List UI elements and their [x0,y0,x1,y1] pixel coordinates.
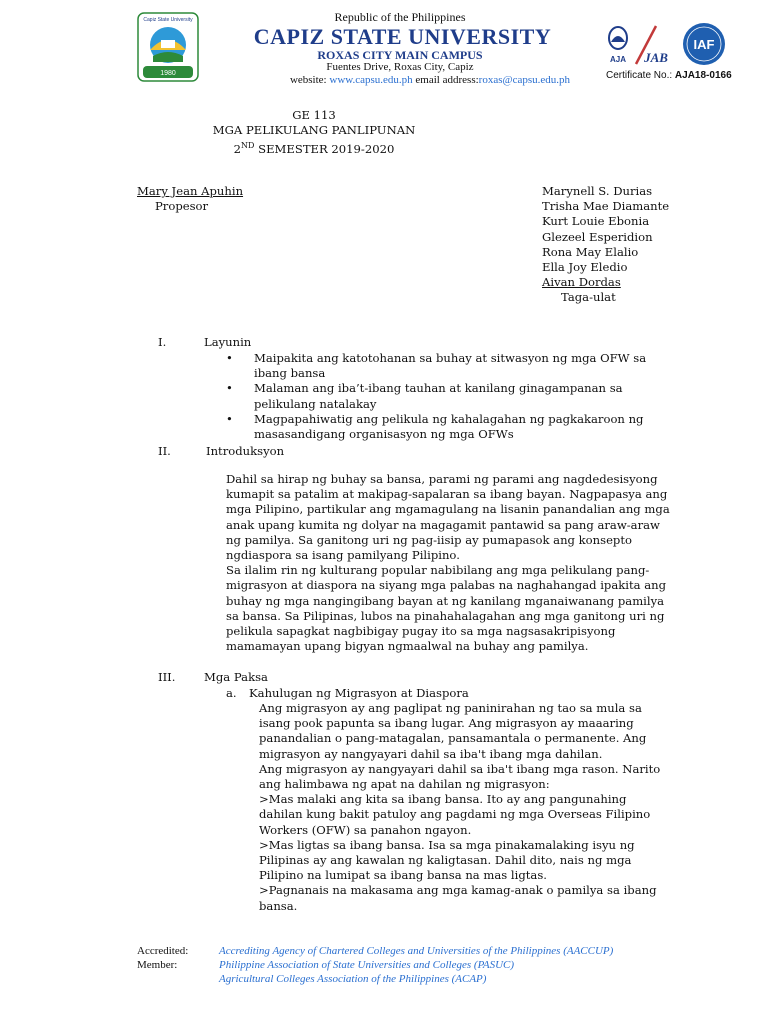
section-title: Introduksyon [206,444,285,458]
reporter-list [542,184,669,306]
intro-line: mga Pilipino, partikular ang mgamagulang na lisanin panandalian ang mga [226,502,670,517]
topic-line: migrasyon ay nangyayari dahil sa iba't ibang mga dahilan. [259,746,603,761]
topic-line: >Mas malaki ang kita sa ibang bansa. Ito ay ang pangunahing [259,792,627,807]
footer-org: Agricultural Colleges Association of the Philippines (ACAP) [219,973,487,985]
topic-line: Workers (OFW) sa panahon ngayon. [259,822,472,837]
introduction-paragraph [226,472,696,654]
topic-line: Ang migrasyon ay ang paglipat ng paninirahan ng tao sa mula sa [259,701,642,715]
email-link[interactable]: roxas@capsu.edu.ph [478,74,571,86]
certification-logos [606,22,730,68]
topic-line: panandalian o pang-matagalan, pansamantala o permanente. Ang [259,731,647,746]
footer-org: Philippine Association of State Universities and Colleges (PASUC) [219,959,515,971]
reporter-name: Glezeel Esperidion [542,229,653,244]
website-link[interactable]: www.capsu.edu.ph [329,74,413,86]
reporter-name: Marynell S. Durias [542,184,653,198]
topic-line: Pilipinas ay ang kawalan ng kaligtasan. Dahil dito, nais ng mga [259,853,632,868]
semester-line [0,138,628,157]
intro-line: Dahil sa hirap ng buhay sa bansa, parami ng parami ang nagdedesisyong [226,472,658,486]
semester-text: SEMESTER 2019-2020 [254,141,395,156]
iaf-label: IAF [693,37,715,52]
topic-line: isang pook papunta sa ibang lugar. Ang migrasyon ay maaaring [259,716,634,731]
topic-line: >Pagnanais na makasama ang mga kamag-anak o pamilya sa ibang [259,883,657,898]
objective-line: ibang bansa [254,366,326,381]
jab-label: JAB [644,50,668,65]
objective-item: • Magpapahiwatig ang pelikula ng kahalagahan ng pagkakaroon ng masasandigang organisasyon ng mga OFWs [226,411,644,442]
topic-line: Pilipino na lumipat sa ibang bansa na mas ligtas. [259,868,547,883]
certificate-number [606,70,732,81]
seal-year: 1980 [160,70,176,77]
jab-logo-icon [636,26,668,65]
certificate-value: AJA18-0166 [674,70,732,81]
semester-suffix: ND [241,141,255,150]
reporter-name: Kurt Louie Ebonia [542,214,650,229]
reporter-name: Rona May Elalio [542,244,639,259]
certificate-label: Certificate No.: [606,70,675,81]
course-title: MGA PELIKULANG PANLIPUNAN [212,123,416,137]
topic-line: ang halimbawa ng apat na dahilan ng migrasyon: [259,777,550,792]
topic-line: bansa. [259,898,298,913]
topic-line: >Mas ligtas sa ibang bansa. Isa sa mga pinakamalaking isyu ng [259,837,635,852]
intro-line: pelikula sapagkat nagbibigay pugay ito sa mga nagsasakripisyong [226,624,616,639]
university-seal-logo [137,12,199,82]
reporter-name: Ella Joy Eledio [542,260,628,275]
objective-item: • Malaman ang iba’t-ibang tauhan at kanilang ginagampanan sa pelikulang natalakay [226,381,623,411]
section-title: Layunin [204,335,252,349]
objective-line: pelikulang natalakay [254,396,377,411]
university-name: CAPIZ STATE UNIVERSITY [253,24,552,49]
footer-org: Accrediting Agency of Chartered Colleges and Universities of the Philippines (AACCUP) [219,945,614,957]
intro-line: ngdiaspora sa isang pamilyang Pilipino. [226,548,460,563]
objective-line: Magpapahiwatig ang pelikula ng kahalagahan ng pagkakaroon ng [254,411,644,426]
member-label: Member: [137,959,178,971]
reporter-role: Taga-ulat [561,290,616,305]
republic-line: Republic of the Philippines [334,10,466,24]
intro-line: kumapit sa patalim at makipag-sapalaran sa ibang bayan. Nagpapasya ang [226,487,668,502]
migration-paragraph [259,701,689,914]
subsection-letter: a. [226,686,237,700]
email-label: email address: [412,74,479,86]
accredited-label: Accredited: [137,945,189,957]
semester-number: 2 [233,141,242,156]
objective-item: • Maipakita ang katotohanan sa buhay at sitwasyon ng mga OFW sa ibang bansa [226,351,647,381]
topic-line: Ang migrasyon ay nangyayari dahil sa iba't ibang mga rason. Narito [259,761,661,776]
iaf-logo-icon [683,23,725,65]
seal-top-text: Capiz State University [143,17,193,23]
campus-name: ROXAS CITY MAIN CAMPUS [317,48,483,62]
website-label: website: [289,74,330,86]
intro-line: sa bansa. Sa Pilipinas, lubos na pinahahalagahan ang mga ganitong uri ng [226,608,665,623]
topic-line: dahilan kung bakit patuloy ang pagdami ng mga Overseas Filipino [259,807,651,822]
aja-label: AJA [609,55,627,64]
section-number: III. [158,670,176,684]
objective-line: Maipakita ang katotohanan sa buhay at sitwasyon ng mga OFW sa [254,351,647,365]
objective-line: masasandigang organisasyon ng mga OFWs [254,427,514,442]
intro-line: migrasyon at diaspora na siyang mga palabas na naghahangad ipakita ang [226,578,667,593]
professor-name: Mary Jean Apuhin [137,184,244,198]
contact-line [250,74,610,86]
section-title: Mga Paksa [204,670,268,684]
intro-line: mamamayan upang bigyan ngmaalwal na buhay ang pamilya. [226,639,589,654]
professor-role: Propesor [155,199,209,213]
section-number: II. [158,444,171,458]
intro-line: anak upang kumita ng dolyar na magagamit pantawid sa pang araw-araw [226,517,660,532]
campus-address: Fuentes Drive, Roxas City, Capiz [326,61,474,73]
course-code: GE 113 [292,108,336,122]
intro-line: ng pamilya. Sa ganitong uri ng pag-iisip ay pumapasok ang konsepto [226,532,632,547]
section-number: I. [158,335,167,349]
objective-line: Malaman ang iba’t-ibang tauhan at kanilang ginagampanan sa [254,381,623,396]
subsection-title: Kahulugan ng Migrasyon at Diaspora [249,686,469,700]
intro-line: Sa ilalim rin ng kulturang popular nabibilang ang mga pelikulang pang- [226,563,650,578]
objectives-list [226,351,666,442]
aja-logo-icon [609,27,627,64]
reporter-name: Aivan Dordas [542,275,621,290]
reporter-name: Trisha Mae Diamante [542,199,670,214]
intro-line: buhay ng mga nangingibang bayan at ng kanilang mganaiwanang pamilya [226,593,665,608]
